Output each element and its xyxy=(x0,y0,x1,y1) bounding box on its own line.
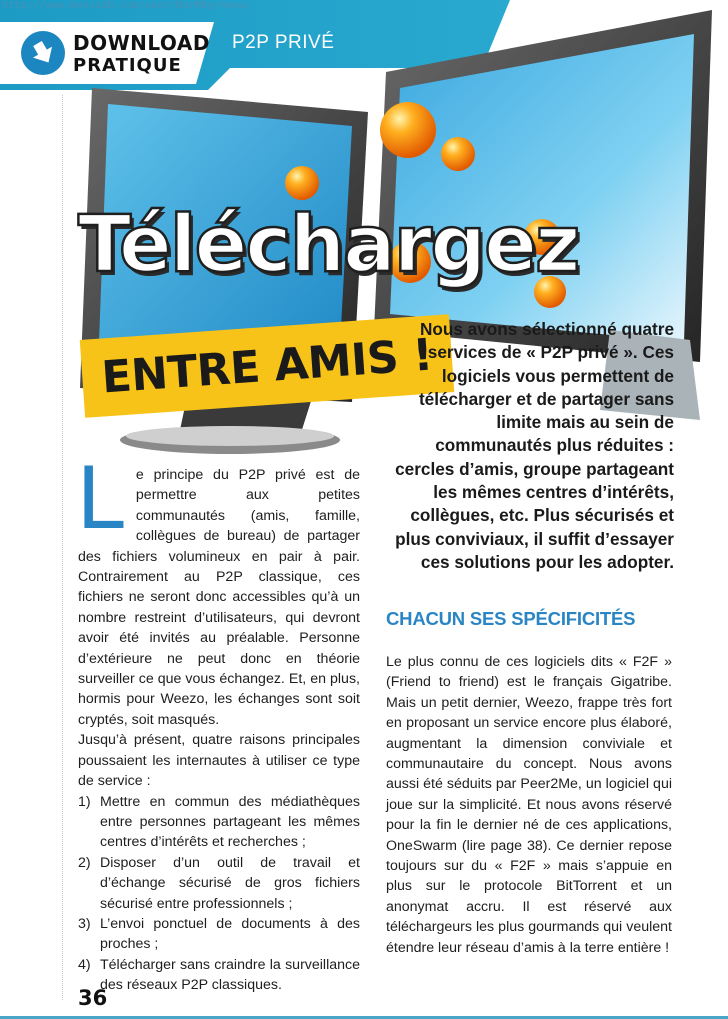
right-body: Le plus connu de ces logiciels dits « F2F » (Friend to friend) est le français Gigatribe. Mais un petit dernier, Weezo, frappe très fort en proposant un service encore plus élaboré, augmentant la dimension conviviale et communautaire du concept. Nous avons aussi été séduits par Peer2Me, un logiciel qui joue sur la simplicité. Et nous avons réservé pour la fin le dernier né de ces applications, OneSwarm (lire page 38). Ce dernier repose toujours sur du « F2F » mais s’appuie en plus sur le protocole BitTorrent et un anonymat accru. Il est réservé aux téléchargeurs les plus gourmands qui veulent étendre leur réseau d’amis à la terre entière ! xyxy=(386,654,672,956)
list-item: 2) Disposer d’un outil de travail et d’échange sécurisé de gros fichiers sécurisé entre professionnels ; xyxy=(78,854,360,912)
orb xyxy=(380,102,436,158)
header-title: DOWNLOAD xyxy=(73,31,210,55)
reasons-list xyxy=(78,792,360,996)
orb xyxy=(285,166,319,200)
left-column xyxy=(76,449,360,996)
paragraph xyxy=(76,449,360,730)
article-title: Téléchargez xyxy=(78,200,579,290)
list-item: 4) Télécharger sans craindre la surveillance des réseaux P2P classiques. xyxy=(78,956,360,994)
right-column xyxy=(386,608,672,958)
section-heading: CHACUN SES SPÉCIFICITÉS xyxy=(386,608,636,629)
url-watermark: http://www.movizdb.com/user/BarMBy/news/ xyxy=(2,0,251,11)
paragraph-text: e principe du P2P privé est de permettre aux petites communautés (amis, famille, collègues de bureau) de partager des fichiers volumineux en pair à pair. Contrairement au P2P classique, ces fichiers ne seront donc accessibles qu’à un nombre restreint d’utilisateurs, qui devront avoir été invités au préalable. Personne d’extérieure ne peut donc en théorie surveiller ce que vous échangez. Et, en plus, hormis pour Weezo, les échanges sont soit cryptés, soit masqués. xyxy=(78,467,360,728)
dropcap: L xyxy=(76,449,124,549)
download-logo-icon xyxy=(20,30,66,81)
article-subtitle: ENTRE AMIS ! xyxy=(99,329,435,403)
page-number: 36 xyxy=(78,986,108,1010)
paragraph: Jusqu’à présent, quatre raisons principales poussaient les internautes à utiliser ce type de service : xyxy=(78,732,360,790)
list-item: 3) L’envoi ponctuel de documents à des proches ; xyxy=(78,915,360,953)
orb xyxy=(441,137,475,171)
article-intro: Nous avons sélectionné quatre services de « P2P privé ». Ces logiciels vous permettent de télécharger et de partager sans limite mais au sein de communautés plus réduites : cercles d’amis, groupe partageant les mêmes centres d’intérêts, collègues, etc. Plus sécurisés et plus conviviaux, il suffit d’essayer ces solutions pour les adopter. xyxy=(395,319,674,572)
list-item: 1) Mettre en commun des médiathèques entre personnes partageant les mêmes centres d’intérêts et recherches ; xyxy=(78,793,360,851)
section-label: P2P PRIVÉ xyxy=(232,32,335,53)
header-subtitle: PRATIQUE xyxy=(73,55,182,76)
